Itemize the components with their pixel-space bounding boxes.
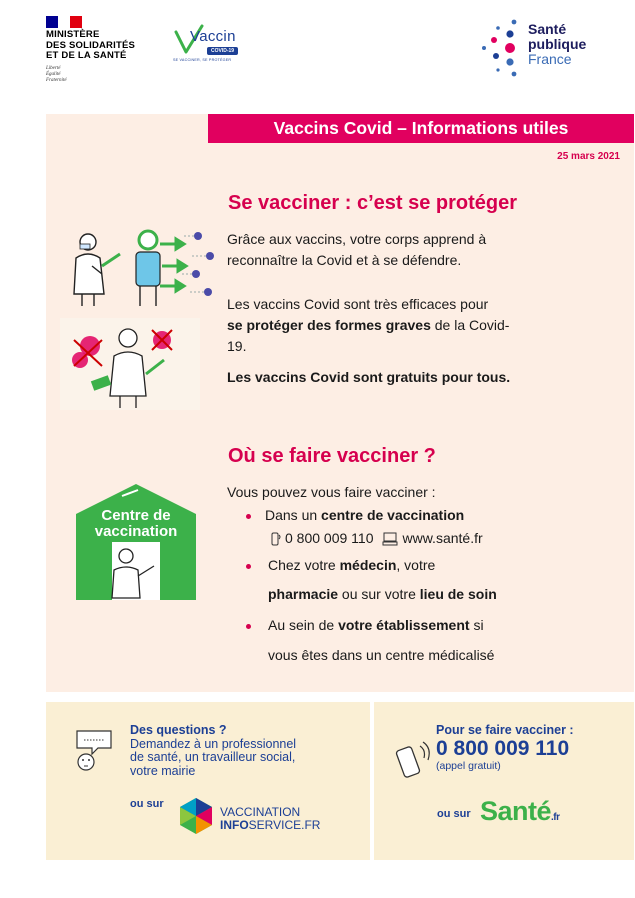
vaccination-centre-illustration bbox=[72, 480, 200, 602]
republic-motto: Liberté Égalité Fraternité bbox=[46, 66, 67, 83]
bullet-dot-icon bbox=[246, 564, 251, 569]
page-title: Vaccins Covid – Informations utiles bbox=[208, 114, 634, 143]
publication-date: 25 mars 2021 bbox=[557, 151, 620, 162]
vaccin-logo-motto: SE VACCINER, SE PROTÉGER bbox=[173, 58, 232, 62]
sante-fr-link[interactable]: Santé.fr bbox=[480, 796, 560, 826]
bullet-centre: Dans un centre de vaccination bbox=[265, 507, 465, 523]
paragraph-intro-where: Vous pouvez vous faire vacciner : bbox=[227, 484, 436, 500]
ministry-name: MINISTÈRE DES SOLIDARITÉS ET DE LA SANTÉ bbox=[46, 29, 136, 61]
centre-sign-label: Centre de vaccination bbox=[94, 507, 178, 540]
paragraph-immunity: Grâce aux vaccins, votre corps apprend à reconnaître la Covid et à se défendre. bbox=[227, 231, 487, 268]
vaccin-logo-word: Vaccin bbox=[190, 28, 236, 45]
bullet-doctor-continued: pharmacie ou sur votre lieu de soin bbox=[268, 586, 497, 602]
bullet-dot-icon bbox=[246, 514, 251, 519]
mobile-phone-icon bbox=[392, 740, 432, 780]
ou-sur-label: ou sur bbox=[130, 798, 164, 810]
doctor-vaccinating-illustration bbox=[70, 222, 220, 310]
vaccination-info-service-logo-icon bbox=[176, 796, 216, 836]
sante-publique-dots-icon bbox=[470, 16, 524, 80]
sante-publique-france-logo: Santé publique France bbox=[528, 21, 587, 67]
website-link[interactable]: www.santé.fr bbox=[402, 530, 483, 546]
ou-sur-label-right: ou sur bbox=[437, 808, 471, 820]
phone-number: 0 800 009 110 bbox=[285, 530, 374, 546]
paragraph-efficacy: Les vaccins Covid sont très efficaces pour se protéger des formes graves de la Covid- 19. bbox=[227, 296, 510, 354]
covid-tag: COVID-19 bbox=[207, 47, 238, 55]
republic-flag-icon bbox=[46, 16, 82, 28]
section-heading-protect: Se vacciner : c’est se protéger bbox=[228, 192, 518, 214]
bullet-establishment-continued: vous êtes dans un centre médicalisé bbox=[268, 647, 495, 663]
bullet-dot-icon bbox=[246, 624, 251, 629]
speech-bubble-face-icon bbox=[74, 728, 114, 772]
free-vaccine-illustration bbox=[60, 318, 200, 410]
phone-contact: Pour se faire vacciner : 0 800 009 110 (appel gratuit) bbox=[436, 723, 574, 772]
computer-icon bbox=[382, 532, 398, 546]
footer-phone-number[interactable]: 0 800 009 110 bbox=[436, 736, 570, 760]
bullet-establishment: Au sein de votre établissement si bbox=[268, 617, 484, 633]
bullet-doctor: Chez votre médecin, votre bbox=[268, 557, 436, 573]
phone-icon bbox=[268, 532, 282, 546]
vaccination-info-service-link[interactable]: VACCINATION INFOSERVICE.FR bbox=[220, 805, 321, 832]
paragraph-free: Les vaccins Covid sont gratuits pour tous. bbox=[227, 369, 511, 385]
questions-text: Des questions ? Demandez à un professionnel de santé, un travailleur social, votre mairie bbox=[130, 723, 297, 778]
bullet-centre-contacts bbox=[268, 528, 483, 549]
section-heading-where: Où se faire vacciner ? bbox=[228, 445, 436, 467]
